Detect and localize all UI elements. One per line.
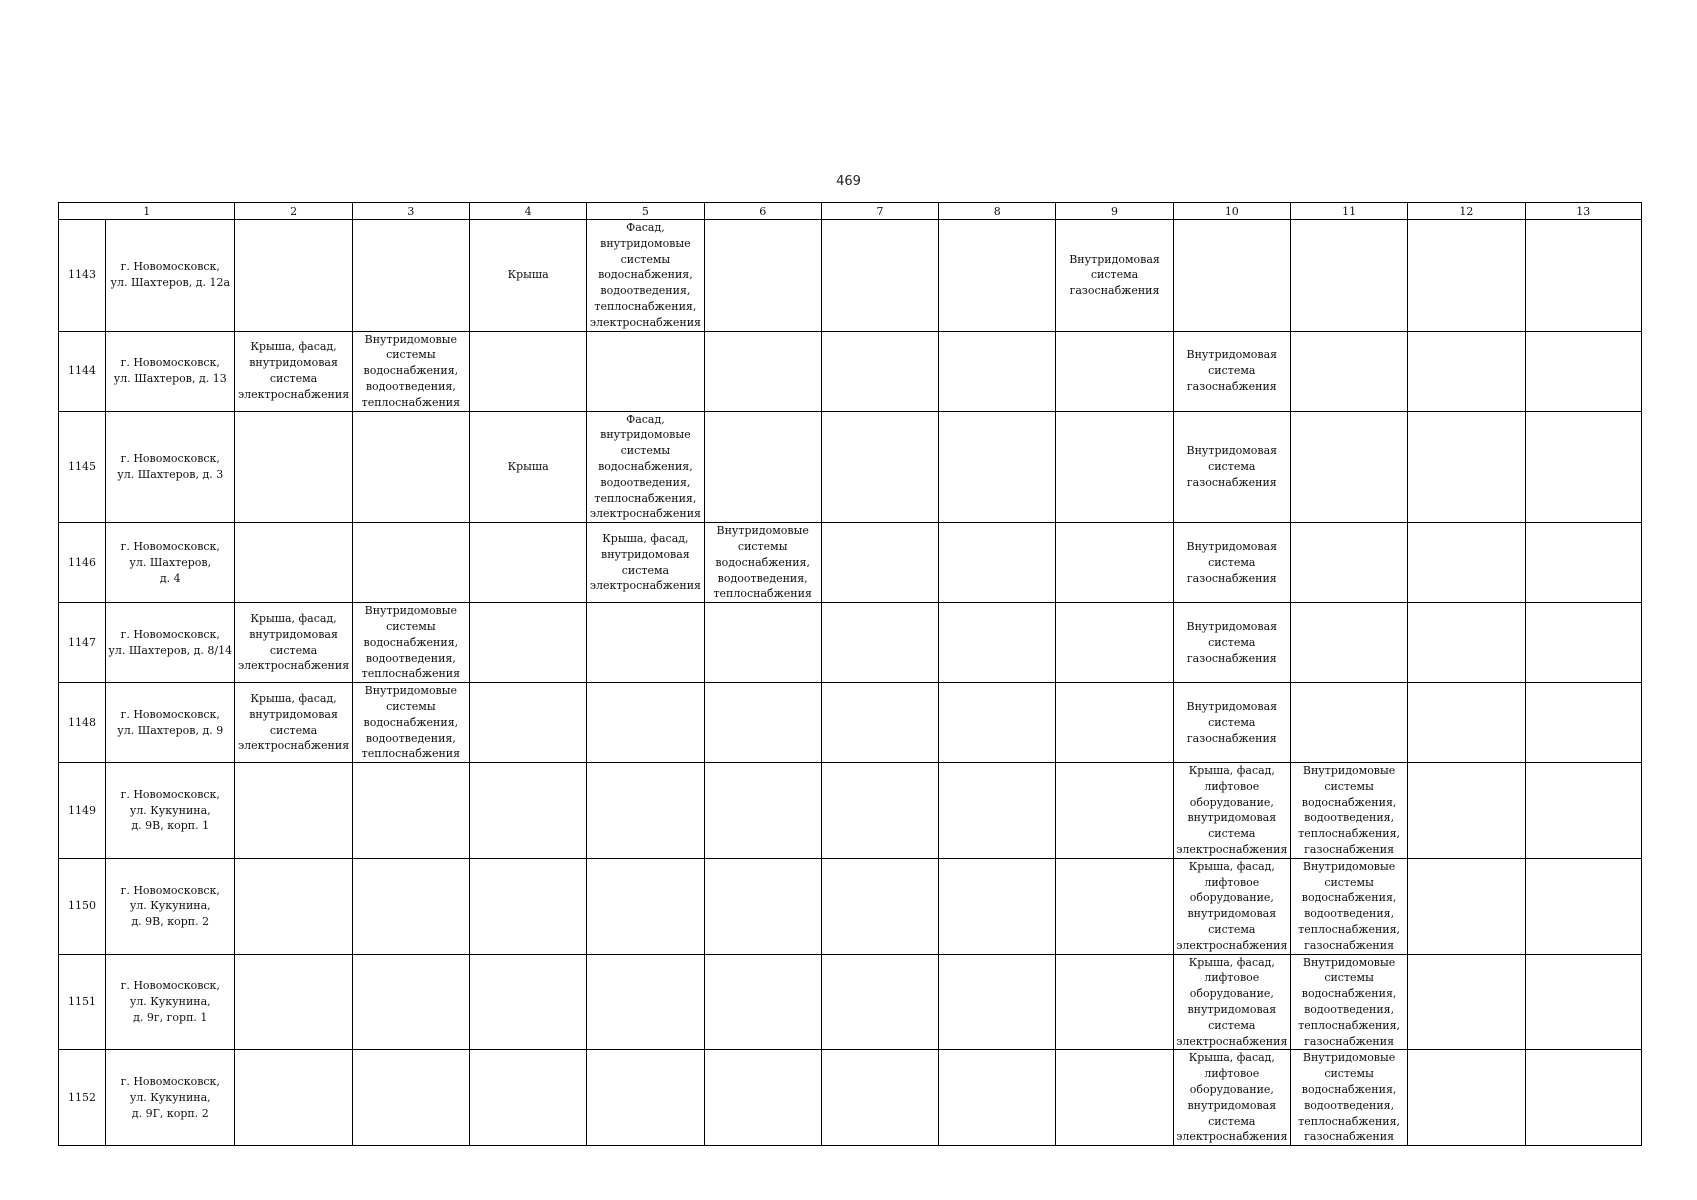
table-row (59, 763, 1642, 859)
column-header: 3 (352, 203, 469, 220)
work-cell-text: Внутридомовые системы водоснабжения, водоотведения, теплоснабжения (361, 332, 461, 409)
table-header (59, 203, 1642, 220)
work-cell-col-7 (821, 1050, 938, 1146)
work-cell-text: Внутридомовая система газоснабжения (1186, 699, 1278, 745)
work-cell-text: Фасад, внутридомовые системы водоснабжения, водоотведения, теплоснабжения, электроснабжения (589, 221, 701, 329)
work-cell-col-2 (235, 763, 352, 859)
address-text: г. Новомосковск, ул. Шахтеров, д. 9 (117, 707, 224, 737)
address-text: г. Новомосковск, ул. Шахтеров, д. 12а (110, 260, 231, 290)
work-cell-col-3 (352, 603, 469, 683)
work-cell-text: Внутридомовые системы водоснабжения, водоотведения, теплоснабжения (361, 684, 461, 761)
column-header: 7 (821, 203, 938, 220)
row-number: 1149 (59, 763, 106, 859)
address-text: г. Новомосковск, ул. Кукунина, д. 9В, корп. 1 (120, 787, 220, 833)
row-number: 1144 (59, 331, 106, 411)
work-cell-col-3 (352, 683, 469, 763)
work-cell-col-7 (821, 954, 938, 1050)
work-cell-text: Крыша, фасад, лифтовое оборудование, внутридомовая система электроснабжения (1176, 1051, 1288, 1144)
work-cell-col-11 (1290, 523, 1407, 603)
work-cell-col-7 (821, 763, 938, 859)
work-cell-col-9 (1056, 1050, 1173, 1146)
work-cell-col-7 (821, 603, 938, 683)
work-cell-col-11 (1290, 411, 1407, 523)
address-text: г. Новомосковск, ул. Шахтеров, д. 13 (113, 356, 227, 386)
work-cell-col-11 (1290, 858, 1407, 954)
address-cell (106, 763, 235, 859)
work-cell-col-11 (1290, 683, 1407, 763)
work-cell-col-11 (1290, 220, 1407, 332)
work-cell-text: Внутридомовые системы водоснабжения, водоотведения, теплоснабжения, газоснабжения (1298, 955, 1401, 1048)
work-cell-col-6 (704, 220, 821, 332)
work-cell-text: Крыша, фасад, внутридомовая система электроснабжения (589, 532, 701, 593)
work-cell-col-10 (1173, 1050, 1290, 1146)
work-cell-col-9 (1056, 523, 1173, 603)
work-cell-col-4 (469, 858, 586, 954)
column-header: 8 (939, 203, 1056, 220)
work-cell-text: Внутридомовая система газоснабжения (1186, 539, 1278, 585)
work-cell-col-10 (1173, 220, 1290, 332)
address-cell (106, 220, 235, 332)
work-cell-col-7 (821, 858, 938, 954)
address-cell (106, 954, 235, 1050)
work-cell-col-13 (1525, 858, 1641, 954)
work-cell-col-4 (469, 220, 586, 332)
work-cell-col-2 (235, 331, 352, 411)
work-cell-col-5 (587, 220, 704, 332)
work-cell-col-3 (352, 1050, 469, 1146)
work-cell-col-11 (1290, 1050, 1407, 1146)
work-cell-text: Внутридомовая система газоснабжения (1069, 252, 1160, 298)
column-header: 6 (704, 203, 821, 220)
work-cell-text: Крыша, фасад, лифтовое оборудование, внутридомовая система электроснабжения (1176, 955, 1288, 1048)
work-cell-col-6 (704, 523, 821, 603)
work-cell-col-12 (1408, 603, 1525, 683)
work-cell-text: Крыша (507, 268, 549, 282)
work-cell-col-8 (939, 220, 1056, 332)
address-text: г. Новомосковск, ул. Шахтеров, д. 8/14 (108, 627, 233, 657)
work-cell-text: Внутридомовые системы водоснабжения, водоотведения, теплоснабжения, газоснабжения (1298, 764, 1401, 857)
column-header: 1 (59, 203, 235, 220)
work-cell-col-4 (469, 411, 586, 523)
work-cell-col-6 (704, 954, 821, 1050)
work-cell-col-10 (1173, 954, 1290, 1050)
work-cell-text: Внутридомовая система газоснабжения (1186, 348, 1278, 393)
work-cell-col-4 (469, 954, 586, 1050)
work-cell-text: Крыша, фасад, внутридомовая система электроснабжения (237, 612, 350, 673)
work-cell-col-10 (1173, 603, 1290, 683)
table-row (59, 331, 1642, 411)
work-cell-col-10 (1173, 411, 1290, 523)
row-number: 1143 (59, 220, 106, 332)
work-cell-col-7 (821, 683, 938, 763)
work-cell-col-10 (1173, 858, 1290, 954)
work-cell-text: Внутридомовая система газоснабжения (1186, 444, 1278, 489)
table-row (59, 603, 1642, 683)
work-cell-col-2 (235, 603, 352, 683)
column-header: 9 (1056, 203, 1173, 220)
column-header: 12 (1408, 203, 1525, 220)
work-cell-col-8 (939, 683, 1056, 763)
work-cell-col-4 (469, 523, 586, 603)
work-cell-col-7 (821, 411, 938, 523)
work-cell-text: Крыша, фасад, лифтовое оборудование, внутридомовая система электроснабжения (1176, 764, 1288, 857)
work-cell-col-4 (469, 763, 586, 859)
work-cell-col-6 (704, 411, 821, 523)
column-header: 11 (1290, 203, 1407, 220)
work-cell-col-5 (587, 331, 704, 411)
work-cell-col-12 (1408, 1050, 1525, 1146)
work-cell-col-13 (1525, 763, 1641, 859)
work-cell-col-5 (587, 603, 704, 683)
work-cell-col-8 (939, 603, 1056, 683)
work-cell-col-4 (469, 603, 586, 683)
work-cell-col-9 (1056, 331, 1173, 411)
work-cell-col-8 (939, 763, 1056, 859)
work-cell-col-9 (1056, 858, 1173, 954)
table-body (59, 220, 1642, 1146)
address-text: г. Новомосковск, ул. Кукунина, д. 9Г, корп. 2 (120, 1075, 220, 1120)
row-number: 1147 (59, 603, 106, 683)
work-cell-col-8 (939, 858, 1056, 954)
table-row (59, 1050, 1642, 1146)
work-cell-col-3 (352, 411, 469, 523)
column-header: 2 (235, 203, 352, 220)
work-cell-col-5 (587, 763, 704, 859)
work-cell-col-12 (1408, 331, 1525, 411)
work-cell-col-6 (704, 1050, 821, 1146)
address-text: г. Новомосковск, ул. Кукунина, д. 9г, горп. 1 (120, 979, 220, 1024)
work-cell-col-5 (587, 954, 704, 1050)
work-cell-col-12 (1408, 523, 1525, 603)
address-cell (106, 683, 235, 763)
table-row (59, 858, 1642, 954)
work-cell-col-13 (1525, 603, 1641, 683)
work-cell-col-12 (1408, 954, 1525, 1050)
work-cell-col-8 (939, 1050, 1056, 1146)
work-cell-col-12 (1408, 411, 1525, 523)
table-row (59, 220, 1642, 332)
row-number: 1150 (59, 858, 106, 954)
work-cell-col-13 (1525, 331, 1641, 411)
work-cell-text: Крыша, фасад, внутридомовая система электроснабжения (237, 340, 350, 401)
work-cell-col-2 (235, 954, 352, 1050)
work-cell-col-6 (704, 763, 821, 859)
work-cell-col-6 (704, 331, 821, 411)
column-header: 5 (587, 203, 704, 220)
work-cell-col-12 (1408, 858, 1525, 954)
address-cell (106, 1050, 235, 1146)
table-row (59, 411, 1642, 523)
work-cell-col-3 (352, 523, 469, 603)
table-row (59, 523, 1642, 603)
row-number: 1148 (59, 683, 106, 763)
address-cell (106, 411, 235, 523)
column-header: 10 (1173, 203, 1290, 220)
work-cell-col-4 (469, 683, 586, 763)
column-header: 13 (1525, 203, 1641, 220)
address-cell (106, 858, 235, 954)
work-cell-col-12 (1408, 220, 1525, 332)
work-cell-col-11 (1290, 954, 1407, 1050)
work-cell-col-5 (587, 683, 704, 763)
row-number: 1152 (59, 1050, 106, 1146)
work-cell-col-9 (1056, 603, 1173, 683)
work-cell-col-13 (1525, 683, 1641, 763)
work-cell-col-11 (1290, 603, 1407, 683)
work-cell-col-3 (352, 220, 469, 332)
work-cell-col-9 (1056, 683, 1173, 763)
address-cell (106, 603, 235, 683)
work-cell-col-7 (821, 331, 938, 411)
work-cell-text: Крыша, фасад, внутридомовая система электроснабжения (237, 692, 350, 753)
work-cell-text: Внутридомовая система газоснабжения (1186, 619, 1278, 665)
work-cell-text: Внутридомовые системы водоснабжения, водоотведения, теплоснабжения, газоснабжения (1298, 859, 1401, 952)
work-cell-col-2 (235, 1050, 352, 1146)
row-number: 1151 (59, 954, 106, 1050)
work-cell-col-10 (1173, 523, 1290, 603)
address-cell (106, 523, 235, 603)
work-cell-col-13 (1525, 523, 1641, 603)
work-cell-text: Крыша, фасад, лифтовое оборудование, внутридомовая система электроснабжения (1176, 859, 1288, 952)
work-cell-col-2 (235, 220, 352, 332)
work-cell-col-11 (1290, 763, 1407, 859)
work-cell-col-3 (352, 763, 469, 859)
work-cell-col-8 (939, 411, 1056, 523)
work-cell-col-2 (235, 411, 352, 523)
work-cell-col-2 (235, 683, 352, 763)
work-cell-col-7 (821, 523, 938, 603)
work-cell-col-13 (1525, 954, 1641, 1050)
work-cell-col-9 (1056, 763, 1173, 859)
work-cell-col-3 (352, 858, 469, 954)
address-cell (106, 331, 235, 411)
table-row (59, 683, 1642, 763)
address-text: г. Новомосковск, ул. Кукунина, д. 9В, корп. 2 (120, 883, 220, 929)
work-cell-col-9 (1056, 220, 1173, 332)
work-cell-col-13 (1525, 411, 1641, 523)
work-cell-col-6 (704, 858, 821, 954)
work-cell-col-10 (1173, 763, 1290, 859)
work-cell-col-6 (704, 603, 821, 683)
table-row (59, 954, 1642, 1050)
row-number: 1145 (59, 411, 106, 523)
work-cell-col-13 (1525, 1050, 1641, 1146)
work-cell-text: Внутридомовые системы водоснабжения, водоотведения, теплоснабжения (361, 604, 461, 681)
work-cell-col-2 (235, 523, 352, 603)
work-cell-col-6 (704, 683, 821, 763)
work-cell-col-10 (1173, 683, 1290, 763)
work-cell-text: Внутридомовые системы водоснабжения, водоотведения, теплоснабжения, газоснабжения (1298, 1051, 1401, 1144)
work-cell-col-13 (1525, 220, 1641, 332)
work-cell-col-3 (352, 331, 469, 411)
work-cell-text: Фасад, внутридомовые системы водоснабжения, водоотведения, теплоснабжения, электроснабжения (589, 412, 701, 521)
page-number: 469 (836, 174, 861, 189)
work-cell-col-4 (469, 331, 586, 411)
work-cell-col-7 (821, 220, 938, 332)
work-cell-col-11 (1290, 331, 1407, 411)
row-number: 1146 (59, 523, 106, 603)
work-cell-col-3 (352, 954, 469, 1050)
work-cell-col-5 (587, 1050, 704, 1146)
work-cell-col-5 (587, 411, 704, 523)
work-cell-col-5 (587, 523, 704, 603)
work-cell-col-12 (1408, 683, 1525, 763)
register-table (58, 202, 1642, 1146)
work-cell-col-10 (1173, 331, 1290, 411)
work-cell-col-2 (235, 858, 352, 954)
work-cell-col-12 (1408, 763, 1525, 859)
work-cell-col-8 (939, 523, 1056, 603)
column-header: 4 (469, 203, 586, 220)
work-cell-col-9 (1056, 954, 1173, 1050)
work-cell-text: Крыша (507, 459, 549, 473)
work-cell-col-9 (1056, 411, 1173, 523)
work-cell-text: Внутридомовые системы водоснабжения, водоотведения, теплоснабжения (713, 524, 812, 601)
address-text: г. Новомосковск, ул. Шахтеров, д. 3 (117, 452, 224, 481)
work-cell-col-8 (939, 954, 1056, 1050)
address-text: г. Новомосковск, ул. Шахтеров, д. 4 (120, 539, 220, 585)
work-cell-col-4 (469, 1050, 586, 1146)
work-cell-col-5 (587, 858, 704, 954)
work-cell-col-8 (939, 331, 1056, 411)
